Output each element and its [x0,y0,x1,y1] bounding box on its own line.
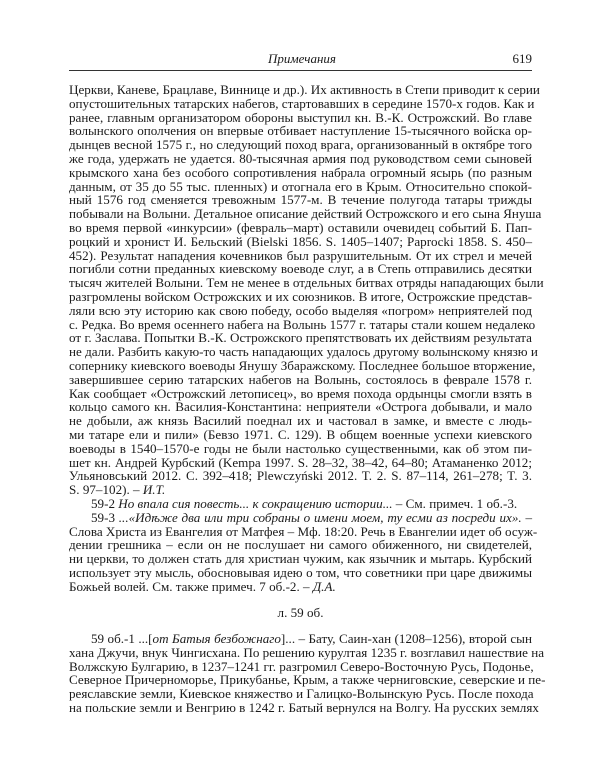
text-line [69,511,532,525]
text-line: Волжскую Булгарию, в 1237–1241 гг. разгромил Северо-Восточную Русь, Подонье, [69,658,534,674]
notes-block-1 [69,82,544,594]
section-heading: л. 59 об. [277,605,324,620]
text-line: разгромлены войском Острожских и их союзников. В итоге, Острожские представ- [69,288,533,304]
text-line [69,483,532,497]
text-line: от г. Заслава. Попытки В.-К. Острожского препятствовать их действиям результата [69,330,532,346]
running-head [69,48,532,68]
author-initials: Д.А. [312,578,336,594]
text-line: Ульяновський 2012. С. 392–418; Plewczyński 2012. T. 2. S. 87–114, 261–278; T. 3. [69,468,532,484]
notes-block-2 [69,631,546,715]
note-text: – См. примеч. 1 об.-3. [392,495,518,511]
text-line: роцкий и хронист И. Бельский (Bielski 1856. S. 1405–1407; Paprocki 1858. S. 450– [69,233,532,249]
note-continuation [69,82,544,498]
text-line: шет кн. Андрей Курбский (Kempa 1997. S. 28–32, 38–42, 64–80; Атаманенко 2012; [69,454,532,470]
text-line: ный 1576 год сменяется тревожным 1577-м. В течение полугода татары трижды [69,192,532,208]
text-line: не дали. Разбить какую-то часть нападающих удалось другому волынскому князю и [69,344,538,360]
note-number: 59-2 [91,495,119,511]
text-line: ранее, главным организатором обороны выступил кн. В.-К. Острожский. Во главе [69,109,532,125]
note-quote: ...«Идѣже два или три собраны о имени моем, ту есми аз посреди их». [118,509,522,525]
note-quote: Но впала сия повесть... к сокращению истории... [118,495,393,511]
text-line: во время первой «инкурсии» (февраль–март) оставили очевидец событий Б. Пап- [69,219,532,235]
note-number: 59 об.-1 ...[ [91,631,153,646]
note-quote: от Батыя безбожнаго [152,631,281,646]
text-line: сопернику киевского воеводы Янушу Збаражскому. Последнее большое вторжение, [69,357,536,373]
text-line: же года, удержать не удается. 80-тысячная армия под руководством семи сыновей [69,150,532,166]
text-line [69,580,532,594]
text-line: хана Джучи, внук Чингисхана. По решению курултая 1235 г. возглавил нашествие на [69,644,545,660]
text-line: дении грешника – если он не послушает ни самого обиженного, ни свидетелей, [69,537,532,553]
text-line: крымского хана без особого сопротивления набрала огромный ясырь (по разным [69,164,532,180]
note-59-3 [69,509,538,594]
text-line: данным, от 35 до 55 тыс. пленных) и отогнала его в Крым. Относительно спокой- [69,178,532,194]
text-line: воеводы в 1540–1570-е годы не были настолько существенными, как об этом пи- [69,440,532,456]
text-line: ляли всю эту историю как свою победу, особо выделяя «погром» неприятелей под [69,302,532,318]
header-rule [69,70,532,71]
text-line: реяславские земли, Киевское княжество и Галицко-Волынскую Русь. После похода [69,686,534,702]
text-line: завершившее серию татарских набегов на Волынь, состоялось в феврале 1578 г. [69,371,532,387]
text-line: погибли сотни преданных киевскому воеводе слуг, а в Степь отправились десятки [69,261,532,277]
text-line: Как сообщает «Острожский летописец», во время похода ордынцы смогли взять в [69,385,532,401]
text-line: волынского ополчения он впервые отбивает наступление 15-тысячного войска ор- [69,123,532,139]
text-line: побывали на Волыни. Детальное описание действий Острожского и его сына Януша [69,206,542,222]
text-line: 452). Результат нападения кочевников был разрушительным. От их стрел и мечей [69,247,532,263]
text-fragment: S. 97–102). – [69,482,143,498]
note-59ob-1 [69,631,546,715]
note-59-2 [69,497,532,511]
text-line: использует эту мысль, обосновывая идею о том, что советники при царе движимы [69,564,532,580]
text-line: Слова Христа из Евангелия от Матфея – Мф. 18:20. Речь в Евангелии идет об осуж- [69,523,538,539]
text-line: Северное Причерноморье, Прикубанье, Крым, а также черниговские, северские и пе- [69,672,546,688]
text-line: тысяч жителей Волыни. Тем не менее в отдельных битвах отряды нападающих были [69,275,544,291]
text-line [69,632,532,646]
text-fragment: Божьей волей. См. также примеч. 7 об.-2. – [69,578,313,594]
text-line: ни церкви, то должен стать для христиан чужим, как язычник и мытарь. Курбский [69,551,532,567]
page-number: 619 [512,51,532,66]
note-number: 59-3 [91,509,119,525]
author-initials: И.Т. [142,482,166,498]
text-line: не добыли, аж князь Василий поеднал их и частовал в замке, и вместе с людь- [69,413,532,429]
text-fragment: ]... – Бату, Саин-хан (1208–1256), второй сын [280,631,532,646]
text-line: с. Редка. Во время осеннего набега на Волынь 1577 г. татары стали кошем недалеко [69,316,536,332]
text-line: Церкви, Каневе, Брацлаве, Виннице и др.). Их активность в Степи приводит к серии [69,82,540,97]
text-fragment: – [521,509,532,525]
text-line: кольцо самого кн. Василия-Константина: неприятели «Острога добывали, и мало [69,399,532,415]
text-line: опустошительных татарских набегов, стартовавших в середине 1570-х годов. Как и [69,95,535,111]
text-line [69,497,532,511]
running-title: Примечания [268,51,336,66]
text-line: на польские земли и Венгрию в 1242 г. Батый вернулся на Волгу. На русских землях [69,699,539,715]
text-line: дынцев весной 1575 г., но следующий поход врага, организованный в октябре того [69,137,532,153]
text-line: ми татаре ели и пили» (Бевзо 1971. С. 129). В общем военные успехи киевского [69,426,532,442]
